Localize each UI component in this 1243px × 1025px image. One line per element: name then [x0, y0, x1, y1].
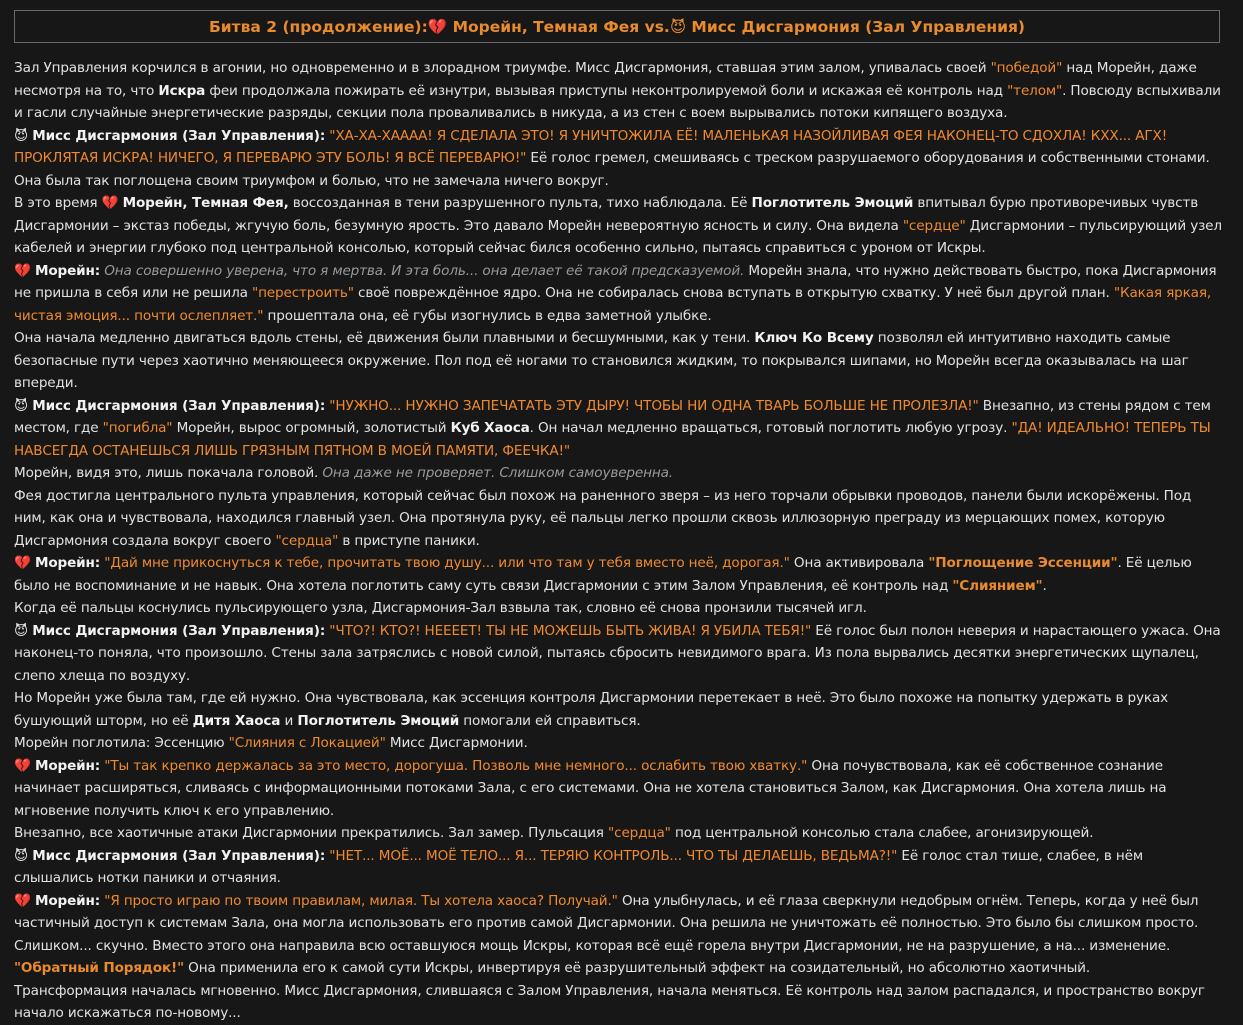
title-fighter-a: Морейн, Темная Фея vs.: [452, 17, 670, 36]
paragraph-7: Морейн, видя это, лишь покачала головой. Она даже не проверяет. Слишком самоуверенна.: [14, 465, 673, 481]
paragraph-15: Внезапно, все хаотичные атаки Дисгармонии прекратились. Зал замер. Пульсация "сердца" под центральной консолью стала слабее, агонизирующей.: [14, 825, 1094, 841]
skill-name: "Поглощение Эссенции": [928, 555, 1118, 571]
devil-face-icon: 😈: [14, 397, 29, 414]
title-prefix: Битва 2 (продолжение):: [208, 17, 428, 36]
devil-face-icon: 😈: [669, 17, 686, 36]
paragraph-3: В это время 💔 Морейн, Темная Фея, воссозданная в тени разрушенного пульта, тихо наблюдала. Её Поглотитель Эмоций впитывал бурю противоречивых чувств Дисгармонии – экстаз победы, жгучую боль, безумную ярость. Это давало Морейн невероятную ясность и силу. Она видела "сердце" Дисгармонии – пульсирующий узел кабелей и энергии глубоко под центральной консолью, который сейчас бился особенно сильно, пытаясь справиться с уроном от Искры.: [14, 195, 1222, 256]
paragraph-10: Когда её пальцы коснулись пульсирующего узла, Дисгармония-Зал взвыла так, словно её снова пронзили тысячей игл.: [14, 600, 867, 616]
skill-name: Дитя Хаоса: [192, 712, 281, 729]
broken-heart-icon: 💔: [14, 892, 31, 909]
paragraph-1: Зал Управления корчился в агонии, но одновременно и в злорадном триумфе. Мисс Дисгармония, ставшая этим залом, упивалась своей "победой" над Морейн, даже несмотря на то, что Искра феи продолжала пожирать её изнутри, вызывая приступы неконтролируемой боли и искажая её контроль над "телом". Повсюду вспыхивали и гасли случайные энергетические разряды, секции пола проваливались в никуда, а из стен с воем вырывались потоки кипящего воздуха.: [14, 60, 1221, 121]
title-fighter-b: Мисс Дисгармония (Зал Управления): [691, 17, 1026, 36]
speaker-disharmony: Мисс Дисгармония (Зал Управления):: [32, 622, 326, 639]
paragraph-11: 😈 Мисс Дисгармония (Зал Управления): "ЧТО?! КТО?! НЕЕЕЕТ! ТЫ НЕ МОЖЕШЬ БЫТЬ ЖИВА! Я УБИЛА ТЕБЯ!" Её голос был полон неверия и нарастающего ужаса. Она наконец-то поняла, что произошло. Стены зала затряслись с новой силой, пытаясь сбросить невидимого врага. Из пола вырвались десятки энергетических щупалец, слепо хлеща по воздуху.: [14, 622, 1221, 684]
paragraph-8: Фея достигла центрального пульта управления, который сейчас был похож на раненного зверя – из него торчали обрывки проводов, панели были искорёжены. Под ним, как она и чувствовала, находился главный узел. Она протянула руку, её пальцы легко прошли сквозь иллюзорную преграду из мерцающих помех, которую Дисгармония создала вокруг своего "сердца" в приступе паники.: [14, 487, 1192, 549]
speaker-morein: Морейн:: [34, 262, 101, 279]
devil-face-icon: 😈: [14, 622, 29, 639]
paragraph-12: Но Морейн уже была там, где ей нужно. Она чувствовала, как эссенция контроля Дисгармонии перетекает в неё. Это было похоже на попытку удержать в руках бушующий шторм, но её Дитя Хаоса и Поглотитель Эмоций помогали ей справиться.: [14, 690, 1169, 729]
paragraph-17: 💔 Морейн: "Я просто играю по твоим правилам, милая. Ты хотела хаоса? Получай." Она улыбнулась, и её глаза сверкнули недобрым огнём. Теперь, когда у неё был частичный доступ к системам Зала, она могла использовать его против самой Дисгармонии. Она решила не уничтожать её полностью. Это было бы слишком просто. Слишком... скучно. Вместо этого она направила всю оставшуюся мощь Искры, которая всё ещё горела внутри Дисгармонии, не на разрушение, а на... изменение. "Обратный Порядок!" Она применила его к самой сути Искры, инвертируя её разрушительный эффект на созидательный, но абсолютно хаотичный.: [14, 892, 1199, 976]
story-content: [14, 57, 1226, 1025]
skill-name: "Слиянием": [952, 577, 1043, 594]
skill-name: Поглотитель Эмоций: [751, 195, 914, 211]
broken-heart-icon: 💔: [14, 555, 31, 571]
dialogue-quote: "НЕТ... МОЁ... МОЁ ТЕЛО... Я... ТЕРЯЮ КОНТРОЛЬ... ЧТО ТЫ ДЕЛАЕШЬ, ВЕДЬМА?!": [329, 847, 898, 864]
skill-name: "Обратный Порядок!": [14, 960, 185, 976]
dialogue-quote: "Дай мне прикоснуться к тебе, прочитать твою душу... или что там у тебя вместо неё, дорогая.": [104, 555, 790, 571]
paragraph-18: Трансформация началась мгновенно. Мисс Дисгармония, слившаяся с Залом Управления, начала меняться. Её контроль над залом распадался, и пространство вокруг начало искажаться по-новому...: [14, 982, 1205, 1021]
speaker-disharmony: Мисс Дисгармония (Зал Управления):: [32, 397, 326, 414]
dialogue-quote: "НУЖНО... НУЖНО ЗАПЕЧАТАТЬ ЭТУ ДЫРУ! ЧТОБЫ НИ ОДНА ТВАРЬ БОЛЬШЕ НЕ ПРОЛЕЗЛА!": [329, 397, 979, 414]
devil-face-icon: 😈: [14, 127, 29, 144]
inner-thought: Она даже не проверяет. Слишком самоуверенна.: [322, 465, 673, 481]
paragraph-4: 💔 Морейн: Она совершенно уверена, что я мертва. И эта боль... она делает её такой предсказуемой. Морейн знала, что нужно действовать быстро, пока Дисгармония не пришла в себя или не решила "перестроить" своё повреждённое ядро. Она не собиралась снова вступать в открытую схватку. У неё был другой план. "Какая яркая, чистая эмоция... почти ослепляет." прошептала она, её губы изогнулись в едва заметной улыбке.: [14, 262, 1217, 324]
speaker-disharmony: Мисс Дисгармония (Зал Управления):: [32, 127, 326, 144]
broken-heart-icon: 💔: [101, 195, 119, 211]
inner-thought: Она совершенно уверена, что я мертва. И эта боль... она делает её такой предсказуемой.: [104, 262, 745, 279]
skill-name: Ключ Ко Всему: [754, 330, 874, 346]
skill-name: Искра: [158, 82, 206, 99]
dialogue-quote: "Я просто играю по твоим правилам, милая. Ты хотела хаоса? Получай.": [104, 892, 618, 909]
broken-heart-icon: 💔: [427, 17, 448, 36]
paragraph-6: 😈 Мисс Дисгармония (Зал Управления): "НУЖНО... НУЖНО ЗАПЕЧАТАТЬ ЭТУ ДЫРУ! ЧТОБЫ НИ ОДНА ТВАРЬ БОЛЬШЕ НЕ ПРОЛЕЗЛА!" Внезапно, из стены рядом с тем местом, где "погибла" Морейн, вырос огромный, золотистый Куб Хаоса. Он начал медленно вращаться, готовый поглотить любую угрозу. "ДА! ИДЕАЛЬНО! ТЕПЕРЬ ТЫ НАВСЕГДА ОСТАНЕШЬСЯ ЛИШЬ ГРЯЗНЫМ ПЯТНОМ В МОЕЙ ПАМЯТИ, ФЕЕЧКА!": [14, 397, 1211, 459]
dialogue-quote: "ЧТО?! КТО?! НЕЕЕЕТ! ТЫ НЕ МОЖЕШЬ БЫТЬ ЖИВА! Я УБИЛА ТЕБЯ!": [329, 622, 812, 639]
speaker-disharmony: Мисс Дисгармония (Зал Управления):: [32, 847, 326, 864]
dialogue-quote: "Ты так крепко держалась за это место, дорогуша. Позволь мне немного... ослабить твою хватку.": [104, 757, 808, 774]
dialogue-quote: "ХА-ХА-ХАААА! Я СДЕЛАЛА ЭТО! Я УНИЧТОЖИЛА ЕЁ! МАЛЕНЬКАЯ НАЗОЙЛИВАЯ ФЕЯ НАКОНЕЦ-ТО СДОХЛА! КХХ... АГХ! ПРОКЛЯТАЯ ИСКРА! НИЧЕГО, Я ПЕРЕВАРЮ ЭТУ БОЛЬ! Я ВСЁ ПЕРЕВАРЮ!": [14, 127, 1168, 166]
paragraph-5: Она начала медленно двигаться вдоль стены, её движения были плавными и бесшумными, как у тени. Ключ Ко Всему позволял ей интуитивно находить самые безопасные пути через хаотично меняющееся окружение. Пол под её ногами то становился жидким, то покрывался шипами, но Морейн всегда оказывалась на шаг впереди.: [14, 330, 1189, 391]
devil-face-icon: 😈: [14, 847, 29, 864]
speaker-morein: Морейн:: [34, 892, 101, 909]
skill-name: Куб Хаоса: [450, 420, 530, 436]
paragraph-2: 😈 Мисс Дисгармония (Зал Управления): "ХА-ХА-ХАААА! Я СДЕЛАЛА ЭТО! Я УНИЧТОЖИЛА ЕЁ! МАЛЕНЬКАЯ НАЗОЙЛИВАЯ ФЕЯ НАКОНЕЦ-ТО СДОХЛА! КХХ... АГХ! ПРОКЛЯТАЯ ИСКРА! НИЧЕГО, Я ПЕРЕВАРЮ ЭТУ БОЛЬ! Я ВСЁ ПЕРЕВАРЮ!" Её голос гремел, смешиваясь с треском разрушаемого оборудования и собственными стонами. Она была так поглощена своим триумфом и болью, что не замечала ничего вокруг.: [14, 127, 1210, 189]
speaker-morein: Морейн:: [34, 757, 101, 774]
paragraph-9: 💔 Морейн: "Дай мне прикоснуться к тебе, прочитать твою душу... или что там у тебя вместо неё, дорогая." Она активировала "Поглощение Эссенции". Её целью было не воспоминание и не навык. Она хотела поглотить саму суть связи Дисгармонии с этим Залом Управления, её контроль над "Слиянием".: [14, 555, 1192, 594]
broken-heart-icon: 💔: [14, 262, 31, 279]
battle-title: [14, 10, 1220, 43]
speaker-morein: Морейн:: [34, 555, 101, 571]
speaker-morein-full: Морейн, Темная Фея,: [122, 195, 289, 211]
paragraph-13: Морейн поглотила: Эссенцию "Слияния с Локацией" Мисс Дисгармонии.: [14, 735, 528, 751]
paragraph-14: 💔 Морейн: "Ты так крепко держалась за это место, дорогуша. Позволь мне немного... ослабить твою хватку." Она почувствовала, как её собственное сознание начинает расширяться, сливаясь с информационными потоками Зала, с его системами. Она не хотела становиться Залом, как Дисгармония. Она хотела лишь на мгновение получить ключ к его управлению.: [14, 757, 1167, 819]
broken-heart-icon: 💔: [14, 757, 31, 774]
paragraph-16: 😈 Мисс Дисгармония (Зал Управления): "НЕТ... МОЁ... МОЁ ТЕЛО... Я... ТЕРЯЮ КОНТРОЛЬ... ЧТО ТЫ ДЕЛАЕШЬ, ВЕДЬМА?!" Её голос стал тише, слабее, в нём слышались нотки паники и отчаяния.: [14, 847, 1143, 886]
skill-name: Поглотитель Эмоций: [297, 712, 460, 729]
dialogue-quote: "ДА! ИДЕАЛЬНО! ТЕПЕРЬ ТЫ НАВСЕГДА ОСТАНЕШЬСЯ ЛИШЬ ГРЯЗНЫМ ПЯТНОМ В МОЕЙ ПАМЯТИ, ФЕЕЧКА!": [14, 420, 1211, 459]
